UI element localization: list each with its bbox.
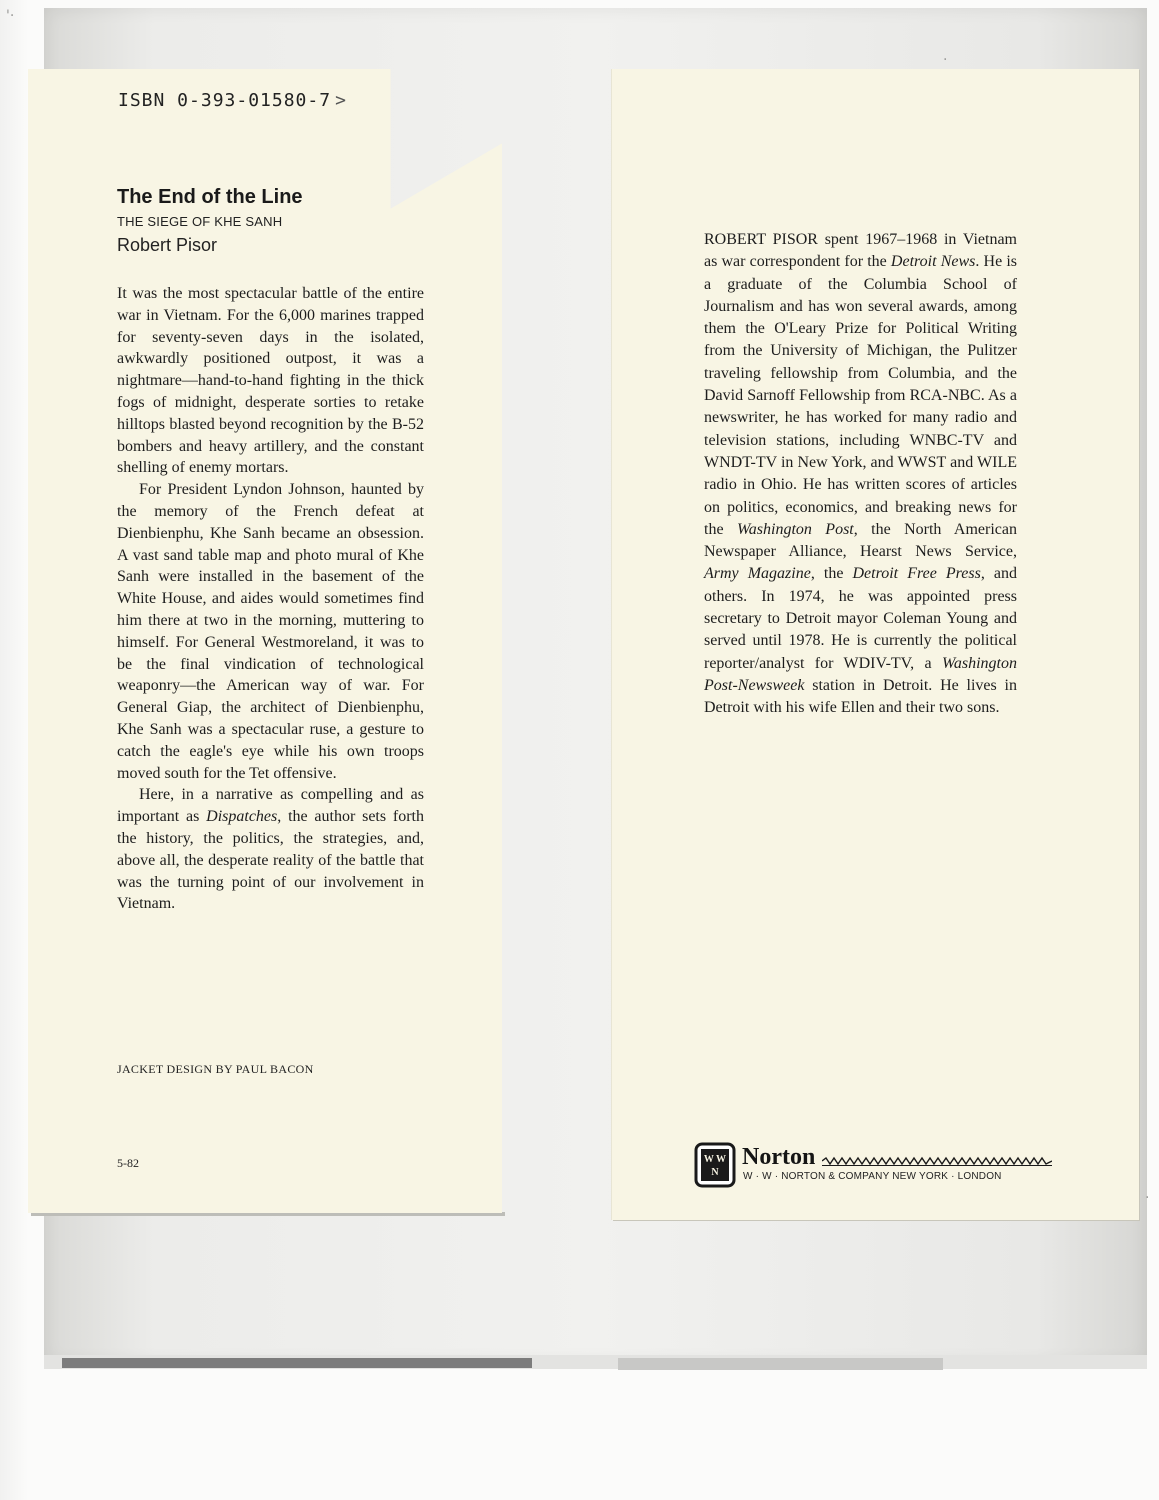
bio-text: , and others. In 1974, he was appointed press secretary to Detroit mayor Coleman Young and served until 1978. He is currently the political reporter/analyst for WDIV-TV, a [704, 565, 1017, 672]
blurb-paragraph: For President Lyndon Johnson, haunted by the memory of the French defeat at Dienbienphu, Khe Sanh became an obsession. A vast sand table map and photo mural of Khe Sanh were installed in the basement of the White House, and aides would sometimes find him there at two in the morning, muttering to himself. For General Westmoreland, it was to be the final vindication of technological weaponry—the American way of war. For General Giap, the architect of Dienbienphu, Khe Sanh was a spectacular ruse, a gesture to catch the eagle's eye while his own troops moved south for the Tet offensive. [117, 481, 424, 782]
jacket-design-credit: JACKET DESIGN BY PAUL BACON [117, 1062, 314, 1076]
publisher-imprint [694, 1142, 1054, 1190]
scan-mark: · [1145, 1190, 1150, 1206]
blurb-paragraph: It was the most spectacular battle of the entire war in Vietnam. For the 6,000 marines trapped for seventy-seven days in the isolated, awkwardly positioned outpost, it was a nightmare—hand-to-hand fighting in the thick fogs of midnight, desperate sorties to retake hilltops blasted beyond recognition by the B-52 bombers and heavy artillery, and the constant shelling of enemy mortars. [117, 285, 424, 477]
backing-shadow-strip [62, 1358, 532, 1368]
book-subtitle: THE SIEGE OF KHE SANH [117, 214, 283, 229]
norton-logo-icon [694, 1142, 736, 1188]
publisher-address: W · W · NORTON & COMPANY NEW YORK · LONDON [743, 1171, 1002, 1182]
bio-text: , the [810, 565, 853, 583]
bio-text: ROBERT PISOR spent 1967–1968 in Vietnam as war correspondent for the [704, 231, 1017, 271]
logo-letters: N [711, 1167, 719, 1178]
bio-publication: Army Magazine [704, 565, 811, 583]
bio-text: station in Detroit. He lives in Detroit with his wife Ellen and their two sons. [704, 676, 1017, 717]
book-title: The End of the Line [117, 186, 303, 208]
scan-mark: · [943, 52, 948, 68]
bio-text: . He is a graduate of the Columbia School of Journalism and has won several awards, among them the O'Leary Prize for Political Writing from the University of Michigan, the Pulitzer traveling fellowship from Columbia, and the David Sarnoff Fellowship from RCA-NBC. As a newswriter, he has worked for many radio and television stations, including WNBC-TV and WNDT-TV in New York, and WWST and WILE radio in Ohio. He has written scores of articles on politics, economics, and breaking news for the [704, 253, 1018, 538]
publisher-name: Norton [742, 1144, 816, 1170]
bio-publication: Detroit Free Press [852, 565, 981, 583]
scan-mark: '· [6, 8, 15, 24]
author-bio [704, 229, 1017, 720]
bio-text: , the North American Newspaper Alliance, Hearst News Service, [704, 520, 1017, 561]
isbn-number: ISBN 0-393-01580-7 [118, 90, 332, 111]
publisher-rule [822, 1156, 1052, 1166]
bio-publication: Washington Post [736, 520, 854, 538]
isbn-line [118, 90, 347, 111]
backing-shadow-strip [618, 1358, 943, 1370]
cited-book-title: Dispatches [206, 808, 278, 826]
blurb [117, 283, 424, 915]
logo-letters: W W [703, 1154, 727, 1165]
blurb-paragraph: Here, in a narrative as compelling and as important as Dispatches, the author sets forth the history, the politics, the strategies, and, above all, the desperate reality of the battle that was the turning point of our involvement in Vietnam. [117, 786, 424, 913]
bio-publication: Detroit News [890, 253, 976, 271]
print-code: 5-82 [117, 1156, 139, 1170]
scan-edge [0, 0, 28, 1500]
isbn-arrow: > [335, 90, 347, 111]
book-author: Robert Pisor [117, 235, 218, 255]
bio-publication: Washington Post-Newsweek [704, 654, 1017, 694]
